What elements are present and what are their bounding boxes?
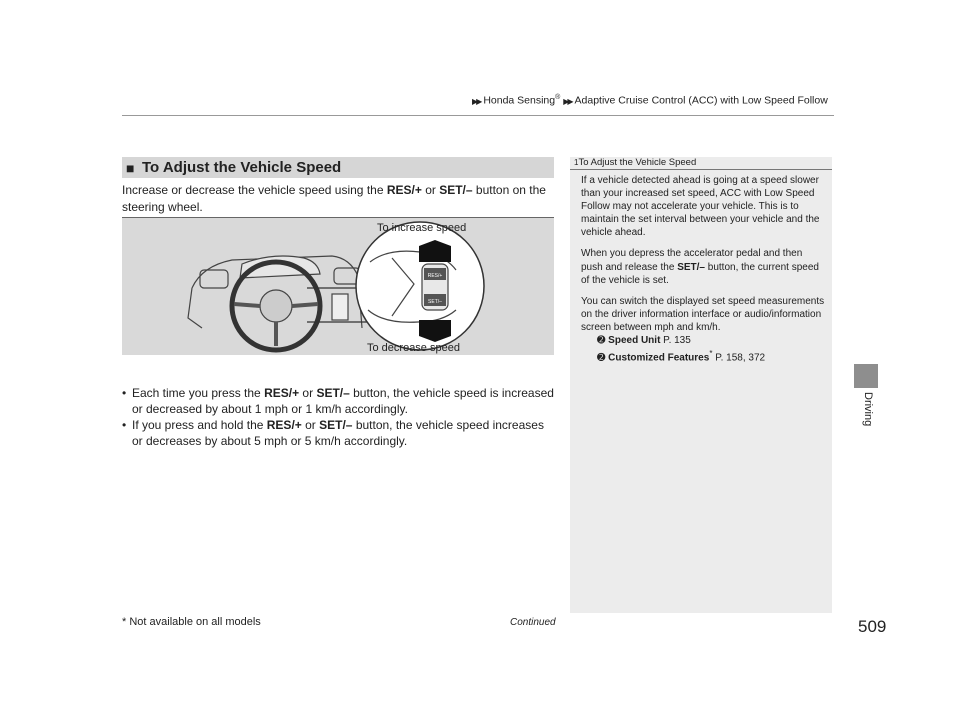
bullet-dot-icon: • — [122, 386, 127, 400]
breadcrumb-item[interactable]: Honda Sensing — [483, 94, 556, 107]
square-bullet-icon: ■ — [126, 160, 135, 176]
sidebar-paragraph: You can switch the displayed set speed measurements on the driver information interface or audio/information screen between mph and km/h. — [581, 295, 825, 333]
sidebar-paragraph: When you depress the accelerator pedal and then push and release the SET/– button, the current speed of the vehicle is set. — [581, 248, 819, 286]
cross-reference-link[interactable]: ➋ Speed Unit P. 135 — [597, 335, 691, 347]
steering-wheel-figure — [122, 218, 554, 355]
intro-paragraph: Increase or decrease the vehicle speed using the RES/+ or SET/– button on the steering wheel. — [122, 183, 546, 214]
section-heading — [122, 157, 554, 178]
set-button-label: SET/– — [439, 183, 473, 197]
increase-speed-label: To increase speed — [377, 222, 467, 234]
reference-arrow-icon: ➋ — [597, 352, 606, 364]
header-divider — [122, 115, 834, 116]
continued-label: Continued — [510, 617, 556, 628]
res-button-label: RES/+ — [386, 183, 422, 197]
footnote: * Not available on all models — [122, 616, 261, 628]
sidebar-paragraph: If a vehicle detected ahead is going at a speed slower than your increased set speed, ACC with Low Speed Follow may not accelerate your vehicle. This is to maintain the set interval between your vehicle and the vehicle ahead. — [581, 175, 820, 239]
chapter-tab-label[interactable]: Driving — [862, 392, 874, 427]
bullet-dot-icon: • — [122, 418, 127, 432]
reference-arrow-icon: ➋ — [597, 335, 606, 347]
sidebar-text — [581, 174, 826, 365]
page-number: 509 — [858, 617, 887, 636]
breadcrumb-arrow-icon: ▶▶ — [472, 96, 481, 106]
res-button-text: RES/+ — [427, 273, 443, 279]
chapter-tab-marker — [854, 364, 878, 388]
center-console — [332, 294, 348, 320]
breadcrumb-item[interactable]: Adaptive Cruise Control (ACC) with Low Speed Follow — [574, 94, 828, 107]
steering-wheel-illustration — [122, 218, 554, 355]
list-item: • Each time you press the RES/+ or SET/– button, the vehicle speed is increased or decreased by about 1 mph or 1 km/h accordingly. — [122, 386, 554, 416]
note-marker-icon: 1 — [574, 158, 579, 167]
sidebar-title: 1To Adjust the Vehicle Speed — [574, 157, 697, 168]
section-title: To Adjust the Vehicle Speed — [142, 159, 342, 176]
steering-hub — [260, 290, 292, 322]
sidebar-divider — [570, 169, 832, 170]
list-item: • If you press and hold the RES/+ or SET/– button, the vehicle speed increases or decreases by about 5 mph or 5 km/h accordingly. — [122, 418, 544, 448]
dashboard-left — [188, 288, 202, 328]
decrease-speed-label: To decrease speed — [367, 342, 460, 354]
set-button-text: SET/– — [428, 299, 442, 305]
bullet-list — [122, 385, 554, 449]
cross-reference-link[interactable]: ➋ Customized Features* P. 158, 372 — [597, 349, 766, 364]
registered-mark: ® — [555, 94, 561, 101]
breadcrumb — [472, 94, 828, 107]
breadcrumb-arrow-icon: ▶▶ — [563, 96, 572, 106]
